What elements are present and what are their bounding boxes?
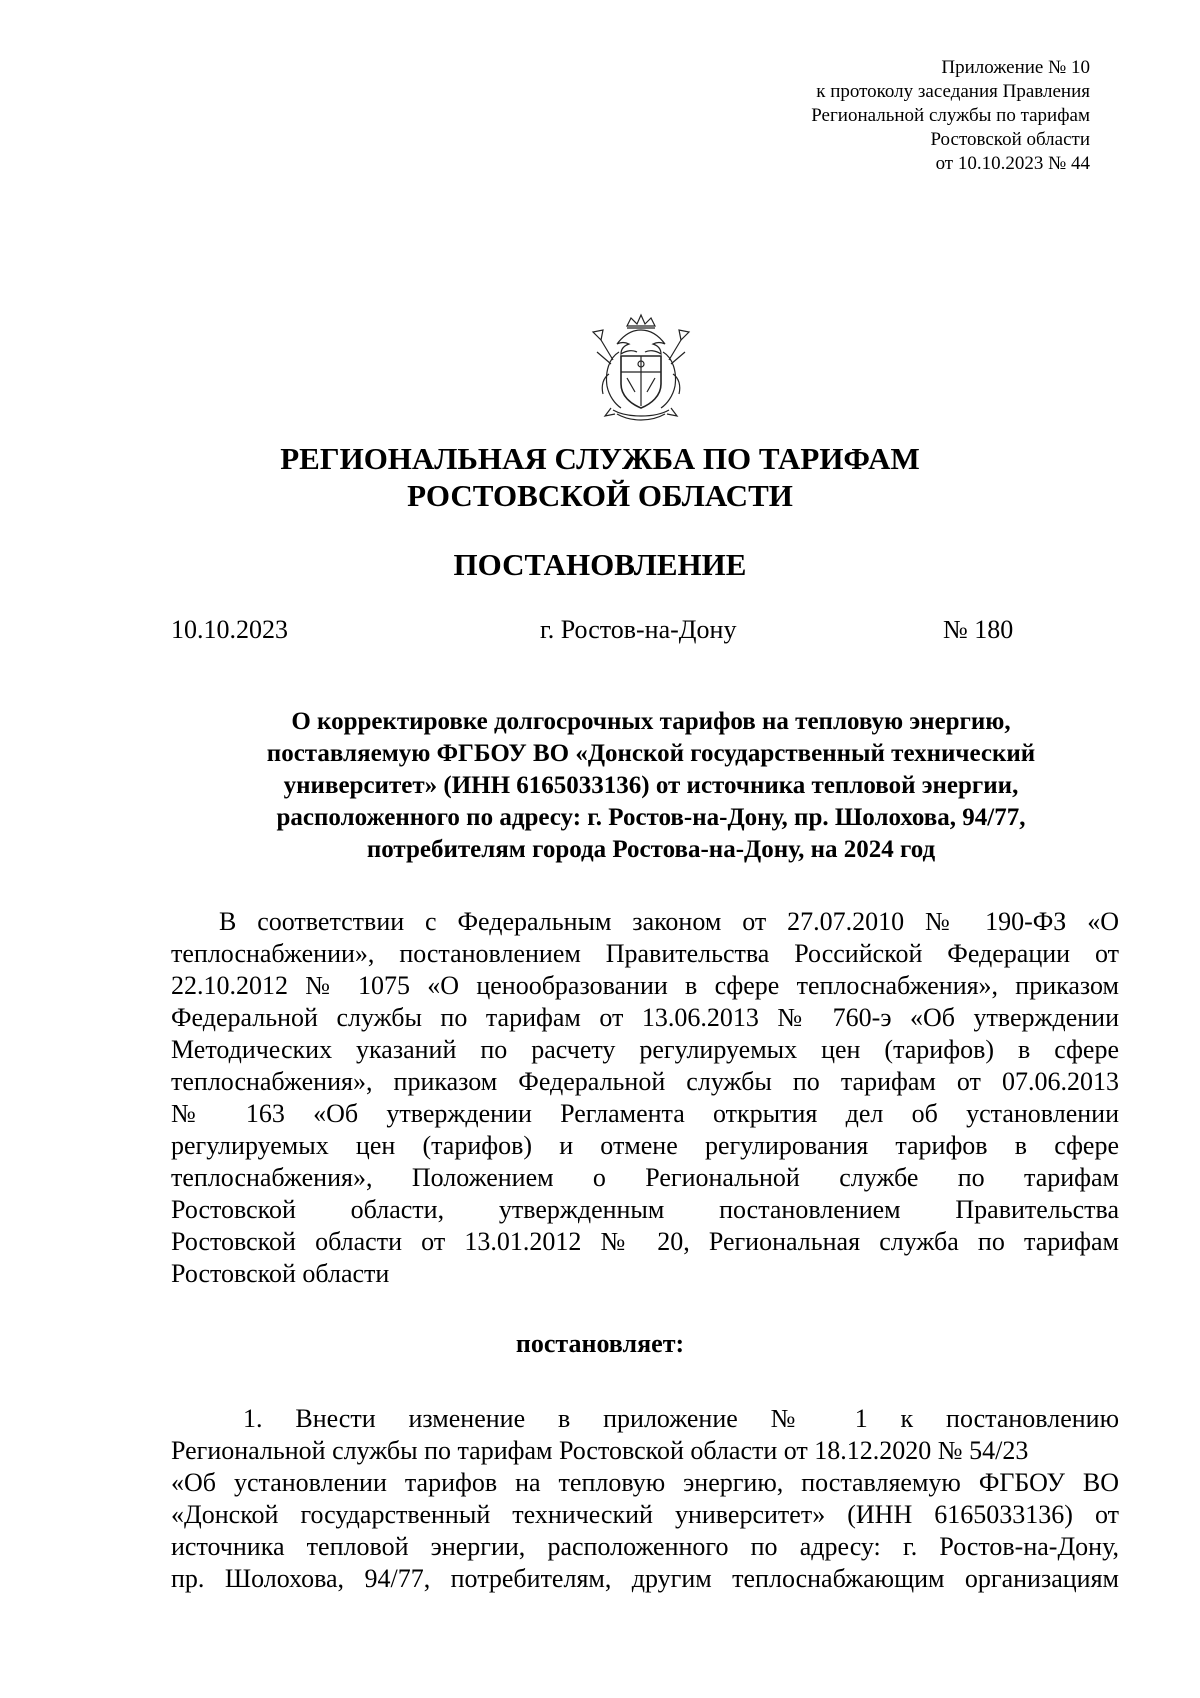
preamble-line: Федеральной службы по тарифам от 13.06.2013 № 760-э «Об утверждении	[171, 1003, 1119, 1032]
preamble-line: регулируемых цен (тарифов) и отмене регулирования тарифов в сфере	[171, 1131, 1119, 1160]
preamble-line: Ростовской области	[171, 1259, 390, 1288]
appendix-line: Региональной службы по тарифам	[811, 105, 1090, 126]
subject-line: О корректировке долгосрочных тарифов на тепловую энергию,	[291, 708, 1011, 735]
preamble-line: Ростовской области от 13.01.2012 № 20, Региональная служба по тарифам	[171, 1227, 1119, 1256]
preamble-line: В соответствии с Федеральным законом от 27.07.2010 № 190-ФЗ «О	[219, 907, 1119, 936]
document-subject	[171, 706, 1131, 866]
clause-line: 1. Внести изменение в приложение № 1 к постановлению	[243, 1404, 1119, 1433]
subject-line: университет» (ИНН 6165033136) от источника тепловой энергии,	[283, 772, 1019, 799]
clause-line: источника тепловой энергии, расположенного по адресу: г. Ростов-на-Дону,	[171, 1532, 1119, 1561]
document-city: г. Ростов-на-Дону	[540, 615, 737, 644]
preamble-line: Методических указаний по расчету регулируемых цен (тарифов) в сфере	[171, 1035, 1119, 1064]
document-date: 10.10.2023	[171, 615, 288, 644]
document-type: ПОСТАНОВЛЕНИЕ	[453, 547, 747, 582]
appendix-line: Приложение № 10	[941, 57, 1090, 78]
clause-line: «Об установлении тарифов на тепловую энергию, поставляемую ФГБОУ ВО	[171, 1468, 1119, 1497]
clause-line: Региональной службы по тарифам Ростовской области от 18.12.2020 № 54/23	[171, 1436, 1029, 1465]
document-meta	[0, 614, 1200, 646]
agency-title-line: РОСТОВСКОЙ ОБЛАСТИ	[407, 478, 793, 513]
subject-line: расположенного по адресу: г. Ростов-на-Дону, пр. Шолохова, 94/77,	[276, 804, 1026, 831]
agency-title-line: РЕГИОНАЛЬНАЯ СЛУЖБА ПО ТАРИФАМ	[280, 441, 920, 476]
preamble-line: теплоснабжения», приказом Федеральной службы по тарифам от 07.06.2013	[171, 1067, 1119, 1096]
preamble-line: теплоснабжении», постановлением Правительства Российской Федерации от	[171, 939, 1119, 968]
appendix-line: к протоколу заседания Правления	[816, 81, 1090, 102]
decides-heading: постановляет:	[515, 1329, 685, 1358]
preamble-line: 22.10.2012 № 1075 «О ценообразовании в сфере теплоснабжения», приказом	[171, 971, 1119, 1000]
appendix-note	[630, 56, 1090, 176]
preamble-paragraph	[171, 906, 1119, 1290]
document-number: № 180	[943, 615, 1014, 644]
preamble-line: Ростовской области, утвержденным постановлением Правительства	[171, 1195, 1119, 1224]
preamble-line: № 163 «Об утверждении Регламента открытия дел об установлении	[171, 1099, 1119, 1128]
clause-line: «Донской государственный технический университет» (ИНН 6165033136) от	[171, 1500, 1119, 1529]
clause-line: пр. Шолохова, 94/77, потребителям, другим теплоснабжающим организациям	[171, 1564, 1119, 1593]
preamble-line: теплоснабжения», Положением о Региональной службе по тарифам	[171, 1163, 1119, 1192]
rostov-oblast-coat-of-arms-icon	[587, 312, 695, 424]
appendix-line: от 10.10.2023 № 44	[935, 153, 1090, 174]
clause-1-paragraph	[171, 1403, 1119, 1595]
subject-line: потребителям города Ростова-на-Дону, на 2024 год	[366, 836, 936, 863]
appendix-line: Ростовской области	[930, 129, 1090, 150]
subject-line: поставляемую ФГБОУ ВО «Донской государственный технический	[266, 740, 1036, 767]
agency-title	[0, 440, 1200, 514]
